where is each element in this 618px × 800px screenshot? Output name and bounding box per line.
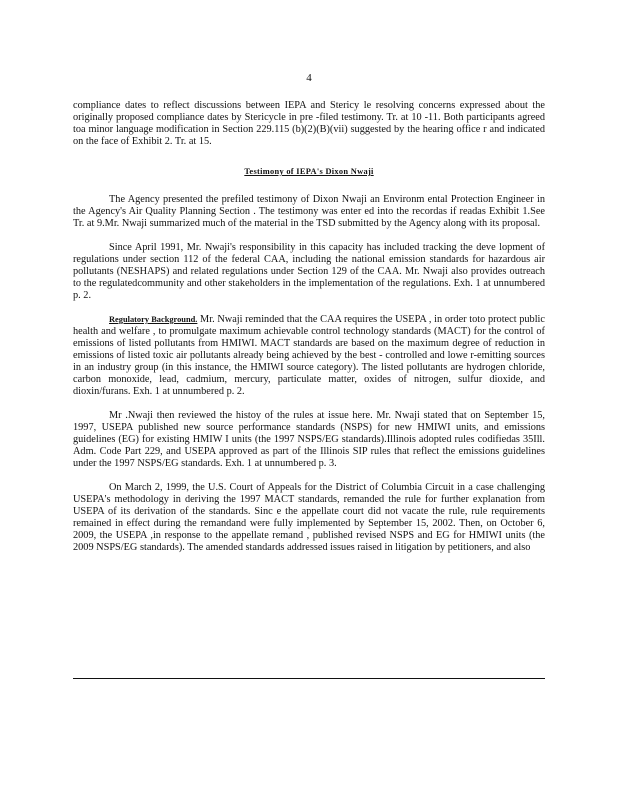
paragraph-rule-history: Mr .Nwaji then reviewed the histoy of the rules at issue here. Mr. Nwaji stated that on September 15, 1997, USEPA published new source performance standards (NSPS) for new HMIWI units, and emissions guidelines (EG) for existing HMIW I units (the 1997 NSPS/EG standards).Illinois adopted rules codifiedas 35Ill. Adm. Code Part 229, and USEPA approved as part of the Illinois SIP rules that reflect the emissions guidelines under the 1997 NSPS/EG standards. Exh. 1 at unnumbered p. 3. bbox=[73, 410, 545, 469]
section-heading-testimony: Testimony of IEPA's Dixon Nwaji bbox=[244, 167, 374, 176]
footer-divider bbox=[73, 678, 545, 679]
paragraph-agency-testimony: The Agency presented the prefiled testimony of Dixon Nwaji an Environm ental Protection Engineer in the Agency's Air Quality Planning Section . The testimony was enter ed into the recordas if readas Exhibit 1.See Tr. at 9.Mr. Nwaji summarized much of the material in the TSD submitted by the Agency along with its proposal. bbox=[73, 194, 545, 229]
page-number: 4 bbox=[306, 72, 312, 84]
paragraph-court-remand: On March 2, 1999, the U.S. Court of Appeals for the District of Columbia Circuit in a case challenging USEPA's methodology in deriving the 1997 MACT standards, remanded the rule for further explanation from USEPA of its derivation of the standards. Sinc e the appellate court did not vacate the rule, rule requirements remained in effect during the remandand were fully implemented by September 15, 2002. Then, on October 6, 2009, the USEPA ,in response to the appellate remand , published revised NSPS and EG for HMIWI units (the 2009 NSPS/EG standards). The amended standards addressed issues raised in litigation by petitioners, and also bbox=[73, 482, 545, 553]
document-body bbox=[73, 100, 545, 566]
paragraph-nwaji-responsibility: Since April 1991, Mr. Nwaji's responsibility in this capacity has included tracking the deve lopment of regulations under section 112 of the federal CAA, including the national emission standards for hazardous air pollutants (NESHAPS) and related regulations under Section 129 of the CAA. Mr. Nwaji also provides outreach to the regulatedcommunity and other stakeholders in the implementation of the regulations. Exh. 1 at unnumbered p. 2. bbox=[73, 242, 545, 301]
regulatory-background-text: Mr. Nwaji reminded that the CAA requires the USEPA , in order toto protect public health and welfare , to promulgate maximum achievable control technology standards (MACT) for the control of emissions of listed pollutants from HMIWI. MACT standards are based on the maximum degree of reduction in emissions of listed toxic air pollutants already being achieved by the best - controlled and lowe r-emitting sources in an industry group (in this instance, the HMIWI source category). The listed pollutants are hydrogen chloride, carbon monoxide, lead, cadmium, mercury, particulate matter, oxides of nitrogen, sulfur dioxide, and dioxin/furans. Exh. 1 at unnumbered p. 2. bbox=[73, 314, 545, 397]
paragraph-compliance-dates: compliance dates to reflect discussions between IEPA and Stericy le resolving concerns expressed about the originally proposed compliance dates by Stericycle in pre -filed testimony. Tr. at 10 -11. Both participants agreed toa minor language modification in Section 229.115 (b)(2)(B)(vii) suggested by the hearing office r and indicated on the face of Exhibit 2. Tr. at 15. bbox=[73, 100, 545, 147]
paragraph-regulatory-background bbox=[73, 314, 545, 398]
regulatory-background-heading: Regulatory Background. bbox=[109, 315, 198, 324]
